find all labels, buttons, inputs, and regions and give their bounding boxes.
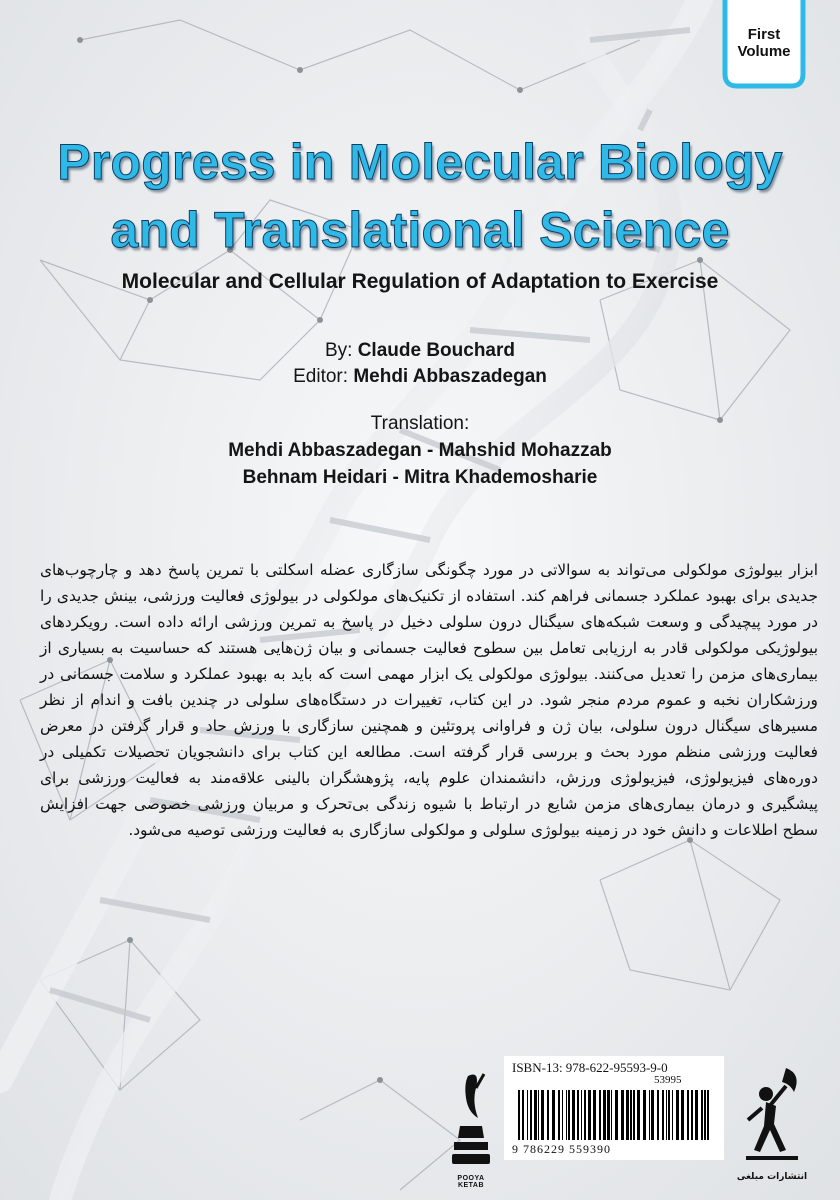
barcode-digits: 9 786229 559390 [512, 1142, 611, 1156]
isbn-barcode [504, 1056, 724, 1160]
volume-line-2: Volume [737, 43, 791, 60]
pooya-ketab-logo [446, 1068, 496, 1188]
credits [0, 338, 840, 390]
book-title [0, 128, 840, 264]
volume-badge [722, 0, 806, 92]
mobalegh-publisher-logo [736, 1064, 808, 1190]
back-cover-description: ابزار بیولوژی مولکولی می‌تواند به سوالاتی در مورد چگونگی سازگاری عضله اسکلتی با تمرین پاسخ دهد و چارچوب‌های جدیدی برای بهبود عملکرد جسمانی فراهم کند. استفاده از تکنیک‌های مولکولی در بیولوژی فعالیت ورزشی، بینش جدیدی را در مورد پیچیدگی و وسعت شبکه‌های سیگنال درون سلولی دخیل در پاسخ به تمرین ورزشی ارائه داده است. رویکردهای بیولوژیکی مولکولی قادر به ارزیابی تعامل بین سطوح فعالیت جسمانی و بیان ژن‌هایی هستند که حساسیت به بسیاری از بیماری‌های مزمن را تعدیل می‌کنند. بیولوژی مولکولی یک ابزار مهمی است که باید به بهبود عملکرد و سلامت جسمانی در ورزشکاران نخبه و عموم مردم منجر شود. در این کتاب، تغییرات در دستگاه‌های سلولی در چندین بافت و اندام از نظر مسیرهای سیگنال درون سلولی، بیان ژن و فراوانی پروتئین و همچنین سازگاری با ورزش حاد و قرار گرفتن در معرض فعالیت ورزشی منظم مورد بحث و بررسی قرار گرفته است. مطالعه این کتاب برای دانشجویان تحصیلات تکمیلی در دوره‌های فیزیولوژی، فیزیولوژی ورزش، دانشمندان علوم پایه، پژوهشگران بالینی علاقه‌مند به فعالیت ورزشی برای پیشگیری و درمان بیماری‌های مزمن شایع در ارتباط با شیوه زندگی بی‌تحرک و مربیان ورزشی خصوصی جهت افزایش سطح اطلاعات و دانش خود در زمینه بیولوژی سلولی و مولکولی سازگاری به فعالیت ورزشی توصیه می‌شود. [40, 561, 818, 839]
volume-line-1: First [747, 26, 781, 43]
editor-name: Mehdi Abbaszadegan [353, 366, 547, 387]
author-label: By: [324, 340, 353, 361]
translators-line-1: Mehdi Abbaszadegan - Mahshid Mohazzab [228, 440, 612, 461]
mobalegh-logo-text: انتشارات مبلغی [736, 1172, 808, 1182]
editor-label: Editor: [293, 366, 349, 387]
book-subtitle: Molecular and Cellular Regulation of Adaptation to Exercise [121, 270, 719, 293]
editor-line [0, 364, 840, 390]
book-title-line-2: and Translational Science [110, 202, 730, 258]
isbn-number: ISBN-13: 978-622-95593-9-0 [512, 1060, 668, 1075]
translators-line-2: Behnam Heidari - Mitra Khademosharie [242, 467, 598, 488]
translators [0, 410, 840, 491]
translation-label: Translation: [370, 413, 470, 434]
mobalegh-logo-icon [736, 1064, 808, 1170]
barcode-addon-code: 53995 [654, 1074, 682, 1086]
pooya-ketab-logo-text: POOYA KETAB [457, 1175, 485, 1189]
book-title-line-1: Progress in Molecular Biology [57, 134, 783, 190]
author-line [0, 338, 840, 364]
pooya-ketab-logo-icon [446, 1068, 496, 1174]
author-name: Claude Bouchard [357, 340, 516, 361]
